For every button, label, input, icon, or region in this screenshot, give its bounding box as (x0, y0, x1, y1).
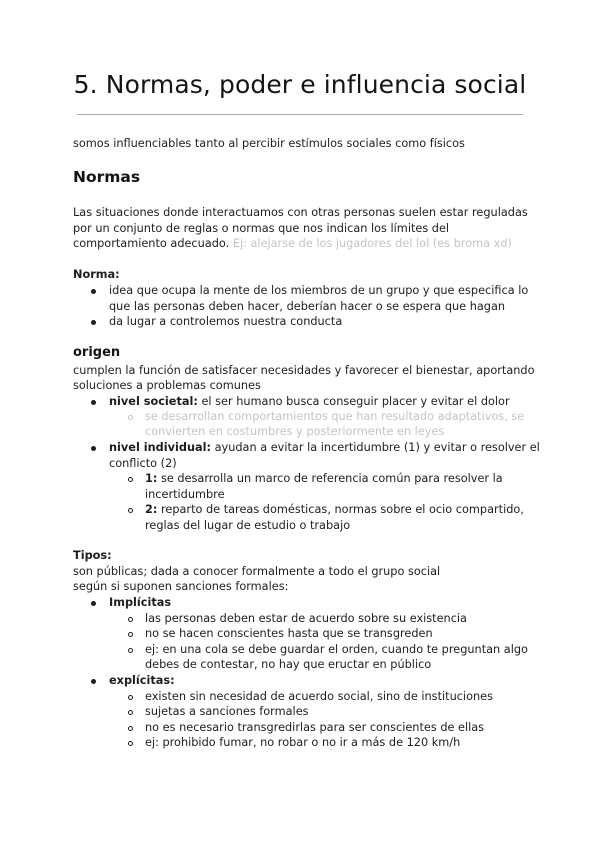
sub1-line-2: incertidumbre (145, 488, 225, 501)
sub1-label: 1: (145, 472, 158, 485)
sub1-text: se desarrolla un marco de referencia común para resolver la (157, 472, 503, 485)
societal-sub-line-1: se desarrollan comportamientos que han resultado adaptativos, se (145, 410, 525, 423)
sub-bullet-circle (128, 632, 133, 637)
societal-text: el ser humano busca conseguir placer y evitar el dolor (197, 395, 510, 408)
sub2-line-1 (145, 502, 524, 518)
explicitas-item-2: sujetas a sanciones formales (145, 705, 309, 718)
norma-item-1-line-2: que las personas deben hacer, deberían hacer o se espera que hagan (109, 300, 506, 313)
norma-label: Norma: (73, 268, 120, 281)
normas-note: Ej: alejarse de los jugadores del lol (es broma xd) (232, 237, 512, 250)
implicitas-item-1: las personas deben estar de acuerdo sobre su existencia (145, 612, 467, 625)
norma-item-1-line-1: idea que ocupa la mente de los miembros de un grupo y que especifica lo (109, 284, 529, 297)
bullet-dot (91, 446, 96, 451)
origen-para-line-1: cumplen la función de satisfacer necesidades y favorecer el bienestar, aportando (73, 364, 535, 377)
explicitas-item-1: existen sin necesidad de acuerdo social, sino de instituciones (145, 690, 493, 703)
sub-bullet-circle (128, 415, 133, 420)
implicitas-item-3-line-2: debes de contestar, no hay que eructar en público (145, 658, 432, 671)
sub-bullet-circle (128, 695, 133, 700)
bullet-dot (91, 679, 96, 684)
explicitas-label: explícitas: (109, 674, 175, 687)
sub2-text: reparto de tareas domésticas, normas sobre el ocio compartido, (157, 503, 524, 516)
tipos-line-1: son públicas; dada a conocer formalmente a todo el grupo social (73, 565, 441, 578)
societal-item (109, 394, 510, 410)
tipos-label: Tipos: (73, 549, 112, 562)
implicitas-item-2: no se hacen conscientes hasta que se transgreden (145, 627, 433, 640)
sub-bullet-circle (128, 710, 133, 715)
individual-label: nivel individual: (109, 441, 211, 454)
tipos-line-2: según si suponen sanciones formales: (73, 580, 289, 593)
origen-para-line-2: soluciones a problemas comunes (73, 379, 261, 392)
norma-item-2: da lugar a controlemos nuestra conducta (109, 315, 343, 328)
normas-para-line-3-text: comportamiento adecuado. (73, 237, 230, 250)
implicitas-item-3-line-1: ej: en una cola se debe guardar el orden, cuando te preguntan algo (145, 643, 528, 656)
sub-bullet-circle (128, 508, 133, 513)
bullet-dot (91, 289, 96, 294)
sub2-line-2: reglas del lugar de estudio o trabajo (145, 519, 351, 532)
normas-para-line-2: por un conjunto de reglas o normas que nos indican los límites del (73, 222, 450, 235)
page-title: 5. Normas, poder e influencia social (73, 70, 527, 99)
normas-para-line-3 (73, 236, 512, 252)
bullet-dot (91, 400, 96, 405)
societal-sub-line-2: convierten en costumbres y posteriormente en leyes (145, 425, 445, 438)
sub-bullet-circle (128, 741, 133, 746)
intro-text: somos influenciables tanto al percibir estímulos sociales como físicos (73, 137, 465, 150)
explicitas-item-3: no es necesario transgredirlas para ser conscientes de ellas (145, 721, 485, 734)
individual-item-line-2: conflicto (2) (109, 457, 177, 470)
title-divider (77, 114, 523, 115)
explicitas-item-4: ej: prohibido fumar, no robar o no ir a más de 120 km/h (145, 736, 461, 749)
normas-para-line-1: Las situaciones donde interactuamos con otras personas suelen estar reguladas (73, 206, 528, 219)
societal-label: nivel societal: (109, 395, 198, 408)
sub2-label: 2: (145, 503, 158, 516)
sub1-line-1 (145, 471, 503, 487)
sub-bullet-circle (128, 648, 133, 653)
bullet-dot (91, 601, 96, 606)
sub-bullet-circle (128, 726, 133, 731)
sub-bullet-circle (128, 477, 133, 482)
individual-item-line-1 (109, 440, 540, 456)
origen-heading: origen (73, 345, 121, 360)
normas-heading: Normas (73, 168, 141, 186)
implicitas-label: Implícitas (109, 596, 172, 609)
bullet-dot (91, 320, 96, 325)
sub-bullet-circle (128, 617, 133, 622)
individual-text: ayudan a evitar la incertidumbre (1) y evitar o resolver el (211, 441, 540, 454)
